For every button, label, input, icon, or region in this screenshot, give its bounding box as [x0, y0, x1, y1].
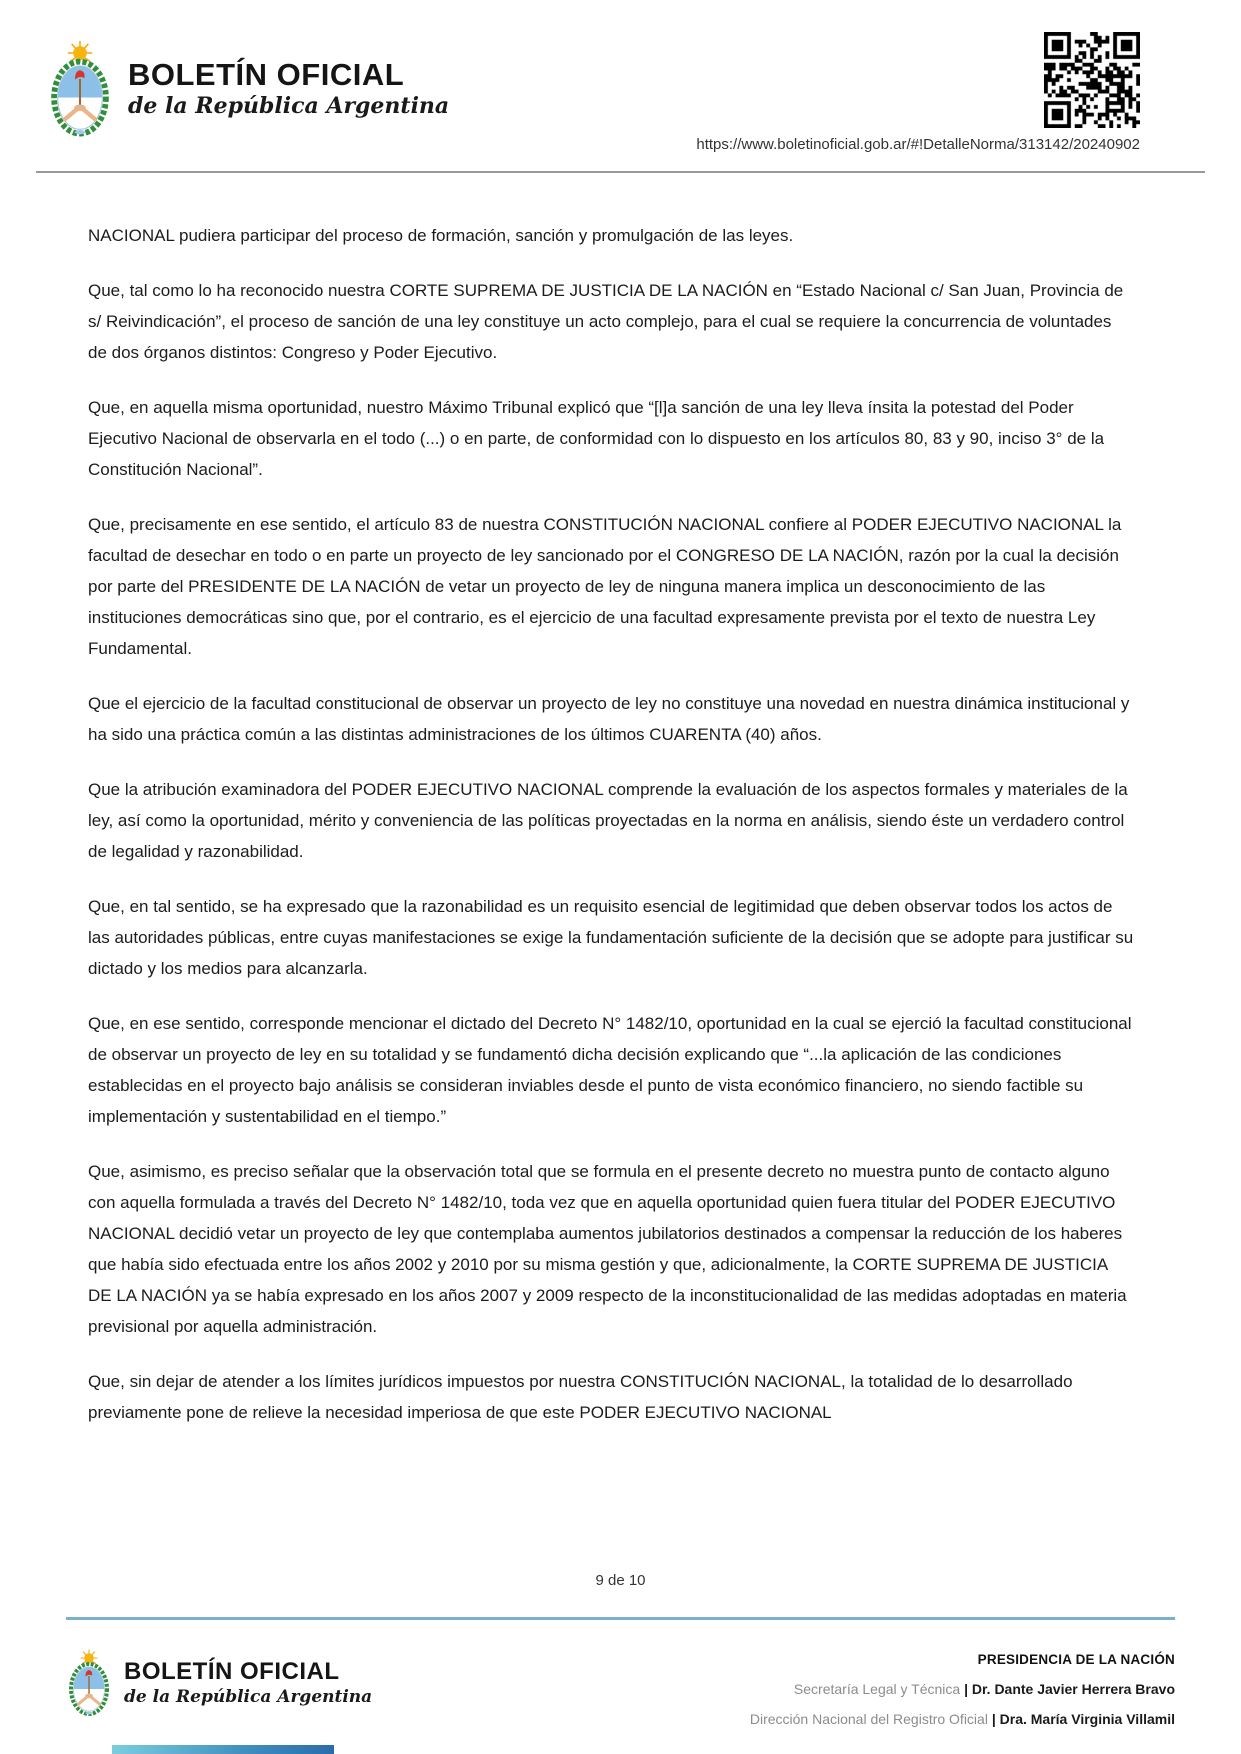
norma-url[interactable]: https://www.boletinoficial.gob.ar/#!DetalleNorma/313142/20240902	[696, 136, 1140, 153]
official-line	[750, 1711, 1175, 1727]
body-paragraph: Que, precisamente en ese sentido, el artículo 83 de nuestra CONSTITUCIÓN NACIONAL confiere al PODER EJECUTIVO NACIONAL la facultad de desechar en todo o en parte un proyecto de ley sancionado por el CONGRESO DE LA NACIÓN, razón por la cual la decisión por parte del PRESIDENTE DE LA NACIÓN de vetar un proyecto de ley de ninguna manera implica un desconocimiento de las instituciones democráticas sino que, por el contrario, es el ejercicio de una facultad expresamente prevista por el texto de nuestra Ley Fundamental.	[88, 515, 1122, 658]
office-label: Dirección Nacional del Registro Oficial	[749, 1711, 988, 1727]
body-paragraph: Que, en ese sentido, corresponde mencionar el dictado del Decreto N° 1482/10, oportunidad en la cual se ejerció la facultad constitucional de observar un proyecto de ley en su totalidad y se fundamentó dicha decisión explicando que “...la aplicación de las condiciones establecidas en el proyecto bajo análisis se consideran inviables desde el punto de vista económico financiero, no siendo factible su implementación y sustentabilidad en el tiempo.”	[88, 1014, 1132, 1126]
official-line	[750, 1681, 1175, 1697]
body-paragraph: Que, sin dejar de atender a los límites jurídicos impuestos por nuestra CONSTITUCIÓN NACIONAL, la totalidad de lo desarrollado previamente pone de relieve la necesidad imperiosa de que este PODER EJECUTIVO NACIONAL	[88, 1372, 1073, 1422]
footer-brand	[64, 1640, 372, 1726]
body-paragraph: Que, asimismo, es preciso señalar que la observación total que se formula en el presente decreto no muestra punto de contacto alguno con aquella formulada a través del Decreto N° 1482/10, toda vez que en aquella oportunidad quien fuera titular del PODER EJECUTIVO NACIONAL decidió vetar un proyecto de ley que contemplaba aumentos jubilatorios destinados a compensar la reducción de los haberes que había sido efectuada entre los años 2002 y 2010 por su misma gestión y que, adicionalmente, la CORTE SUPREMA DE JUSTICIA DE LA NACIÓN ya se había expresado en los años 2007 y 2009 respecto de la inconstitucionalidad de las medidas adoptadas en materia previsional por aquella administración.	[88, 1162, 1127, 1336]
brand-subtitle: de la República Argentina	[124, 1686, 373, 1707]
document-body	[88, 220, 1135, 1428]
qr-code	[1044, 32, 1140, 128]
body-paragraph: Que, tal como lo ha reconocido nuestra CORTE SUPREMA DE JUSTICIA DE LA NACIÓN en “Estado Nacional c/ San Juan, Provincia de s/ Reivindicación”, el proceso de sanción de una ley constituye un acto complejo, para el cual se requiere la concurrencia de voluntades de dos órganos distintos: Congreso y Poder Ejecutivo.	[88, 281, 1124, 362]
body-paragraph: Que la atribución examinadora del PODER EJECUTIVO NACIONAL comprende la evaluación de los aspectos formales y materiales de la ley, así como la oportunidad, mérito y conveniencia de las políticas proyectadas en la norma en análisis, siendo éste un verdadero control de legalidad y razonabilidad.	[88, 780, 1128, 861]
footer-divider	[66, 1617, 1175, 1620]
brand-title: BOLETÍN OFICIAL	[128, 56, 405, 92]
body-paragraph: NACIONAL pudiera participar del proceso de formación, sanción y promulgación de las leyes.	[88, 226, 794, 245]
body-paragraph: Que, en tal sentido, se ha expresado que la razonabilidad es un requisito esencial de legitimidad que deben observar todos los actos de las autoridades públicas, entre cuyas manifestaciones se exige la fundamentación suficiente de la decisión que se adopte para justificar su dictado y los medios para alcanzarla.	[88, 897, 1134, 978]
footer-accent-bar	[112, 1745, 334, 1754]
brand-subtitle: de la República Argentina	[128, 93, 450, 120]
office-label: Secretaría Legal y Técnica	[793, 1681, 961, 1697]
page-indicator: 9 de 10	[595, 1572, 646, 1589]
body-paragraph: Que, en aquella misma oportunidad, nuestro Máximo Tribunal explicó que “[l]a sanción de una ley lleva ínsita la potestad del Poder Ejecutivo Nacional de observarla en el todo (...) o en parte, de conformidad con lo dispuesto en los artículos 80, 83 y 90, inciso 3° de la Constitución Nacional”.	[88, 398, 1105, 479]
header-divider	[36, 171, 1205, 173]
argentina-coat-of-arms-icon	[44, 30, 116, 148]
header-brand	[44, 30, 449, 148]
presidency-label: PRESIDENCIA DE LA NACIÓN	[977, 1652, 1175, 1667]
body-paragraph: Que el ejercicio de la facultad constitucional de observar un proyecto de ley no constituye una novedad en nuestra dinámica institucional y ha sido una práctica común a las distintas administraciones de los últimos CUARENTA (40) años.	[88, 694, 1130, 744]
footer-officials	[750, 1652, 1175, 1727]
official-name: | Dr. Dante Javier Herrera Bravo	[964, 1681, 1175, 1697]
argentina-coat-of-arms-icon	[64, 1640, 114, 1726]
official-name: | Dra. María Virginia Villamil	[991, 1711, 1175, 1727]
brand-title: BOLETÍN OFICIAL	[124, 1658, 340, 1686]
